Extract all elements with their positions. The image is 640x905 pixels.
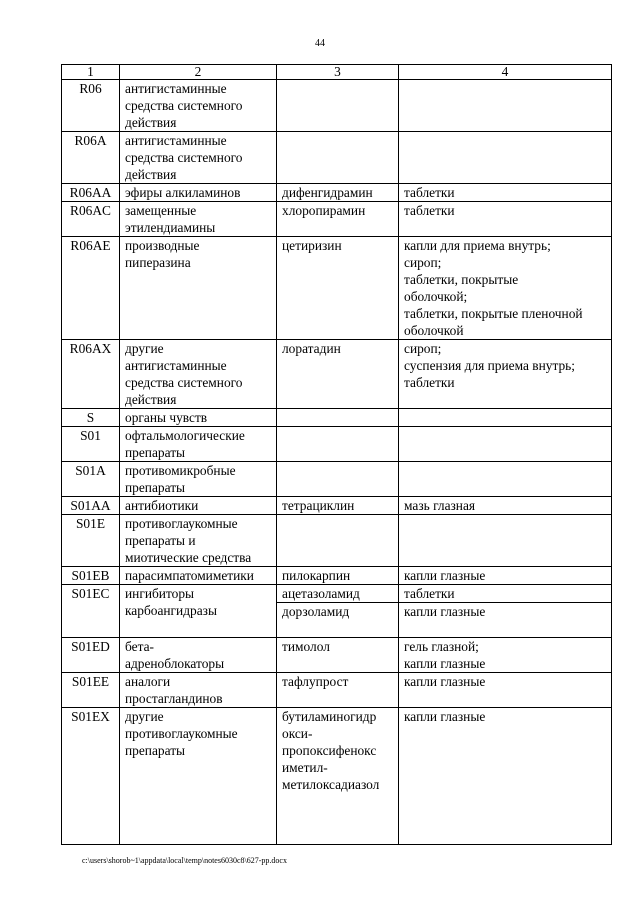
dosage-form <box>399 515 612 567</box>
table-row <box>62 80 612 132</box>
dosage-form: гель глазной; капли глазные <box>399 638 612 673</box>
drug-name <box>277 409 399 427</box>
table-row <box>62 427 612 462</box>
atc-code: R06AE <box>62 237 120 340</box>
table-row <box>62 202 612 237</box>
drug-name <box>277 462 399 497</box>
table-row <box>62 585 612 603</box>
dosage-form: капли глазные <box>399 603 612 638</box>
dosage-form <box>399 80 612 132</box>
group-name: антигистаминные средства системного действия <box>120 132 277 184</box>
atc-code: S01E <box>62 515 120 567</box>
atc-code: S01 <box>62 427 120 462</box>
table-row <box>62 237 612 340</box>
group-name: другие антигистаминные средства системного действия <box>120 340 277 409</box>
group-name: органы чувств <box>120 409 277 427</box>
dosage-form <box>399 409 612 427</box>
drug-name: лоратадин <box>277 340 399 409</box>
dosage-form: капли глазные <box>399 673 612 708</box>
drug-name <box>277 132 399 184</box>
table-row <box>62 409 612 427</box>
drug-name: тимолол <box>277 638 399 673</box>
atc-code: S01EB <box>62 567 120 585</box>
atc-code: S01EE <box>62 673 120 708</box>
atc-code: R06AC <box>62 202 120 237</box>
table-row <box>62 497 612 515</box>
drug-name <box>277 80 399 132</box>
group-name: офтальмологические препараты <box>120 427 277 462</box>
drug-table <box>61 64 612 845</box>
column-header-2: 2 <box>120 65 277 80</box>
atc-code: R06 <box>62 80 120 132</box>
drug-name <box>277 427 399 462</box>
atc-code: S <box>62 409 120 427</box>
dosage-form: капли для приема внутрь; сироп; таблетки, покрытые оболочкой; таблетки, покрытые пленочной оболочкой <box>399 237 612 340</box>
dosage-form: мазь глазная <box>399 497 612 515</box>
table-row <box>62 708 612 845</box>
dosage-form <box>399 462 612 497</box>
drug-name: тетрациклин <box>277 497 399 515</box>
drug-name: хлоропирамин <box>277 202 399 237</box>
table-row <box>62 673 612 708</box>
group-name: производные пиперазина <box>120 237 277 340</box>
group-name: противомикробные препараты <box>120 462 277 497</box>
group-name: ингибиторы карбоангидразы <box>120 585 277 638</box>
drug-name <box>277 515 399 567</box>
dosage-form <box>399 132 612 184</box>
group-name: аналоги простагландинов <box>120 673 277 708</box>
group-name: антибиотики <box>120 497 277 515</box>
atc-code: S01EX <box>62 708 120 845</box>
group-name: замещенные этилендиамины <box>120 202 277 237</box>
table-row <box>62 515 612 567</box>
table-row <box>62 567 612 585</box>
drug-name: цетиризин <box>277 237 399 340</box>
drug-name: дорзоламид <box>277 603 399 638</box>
dosage-form <box>399 427 612 462</box>
table-row <box>62 340 612 409</box>
dosage-form: таблетки <box>399 202 612 237</box>
group-name: антигистаминные средства системного действия <box>120 80 277 132</box>
group-name: противоглаукомные препараты и миотические средства <box>120 515 277 567</box>
page-number: 44 <box>315 38 325 49</box>
atc-code: S01ED <box>62 638 120 673</box>
drug-name: дифенгидрамин <box>277 184 399 202</box>
table-header-row <box>62 65 612 80</box>
atc-code: R06A <box>62 132 120 184</box>
table-row <box>62 132 612 184</box>
dosage-form: капли глазные <box>399 708 612 845</box>
dosage-form: капли глазные <box>399 567 612 585</box>
drug-name: бутиламиногидр окси- пропоксифенокс иметил- метилоксадиазол <box>277 708 399 845</box>
column-header-4: 4 <box>399 65 612 80</box>
drug-name: ацетазоламид <box>277 585 399 603</box>
footer-file-path: c:\users\shorob~1\appdata\local\temp\notes6030c8\627-pp.docx <box>82 856 287 865</box>
dosage-form: таблетки <box>399 184 612 202</box>
group-name: бета- адреноблокаторы <box>120 638 277 673</box>
atc-code: S01A <box>62 462 120 497</box>
dosage-form: сироп; суспензия для приема внутрь; таблетки <box>399 340 612 409</box>
group-name: эфиры алкиламинов <box>120 184 277 202</box>
atc-code: S01AA <box>62 497 120 515</box>
table-row <box>62 638 612 673</box>
column-header-1: 1 <box>62 65 120 80</box>
table-row <box>62 462 612 497</box>
drug-name: тафлупрост <box>277 673 399 708</box>
atc-code: S01EC <box>62 585 120 638</box>
drug-name: пилокарпин <box>277 567 399 585</box>
group-name: парасимпатомиметики <box>120 567 277 585</box>
column-header-3: 3 <box>277 65 399 80</box>
group-name: другие противоглаукомные препараты <box>120 708 277 845</box>
dosage-form: таблетки <box>399 585 612 603</box>
atc-code: R06AX <box>62 340 120 409</box>
table-row <box>62 184 612 202</box>
atc-code: R06AA <box>62 184 120 202</box>
